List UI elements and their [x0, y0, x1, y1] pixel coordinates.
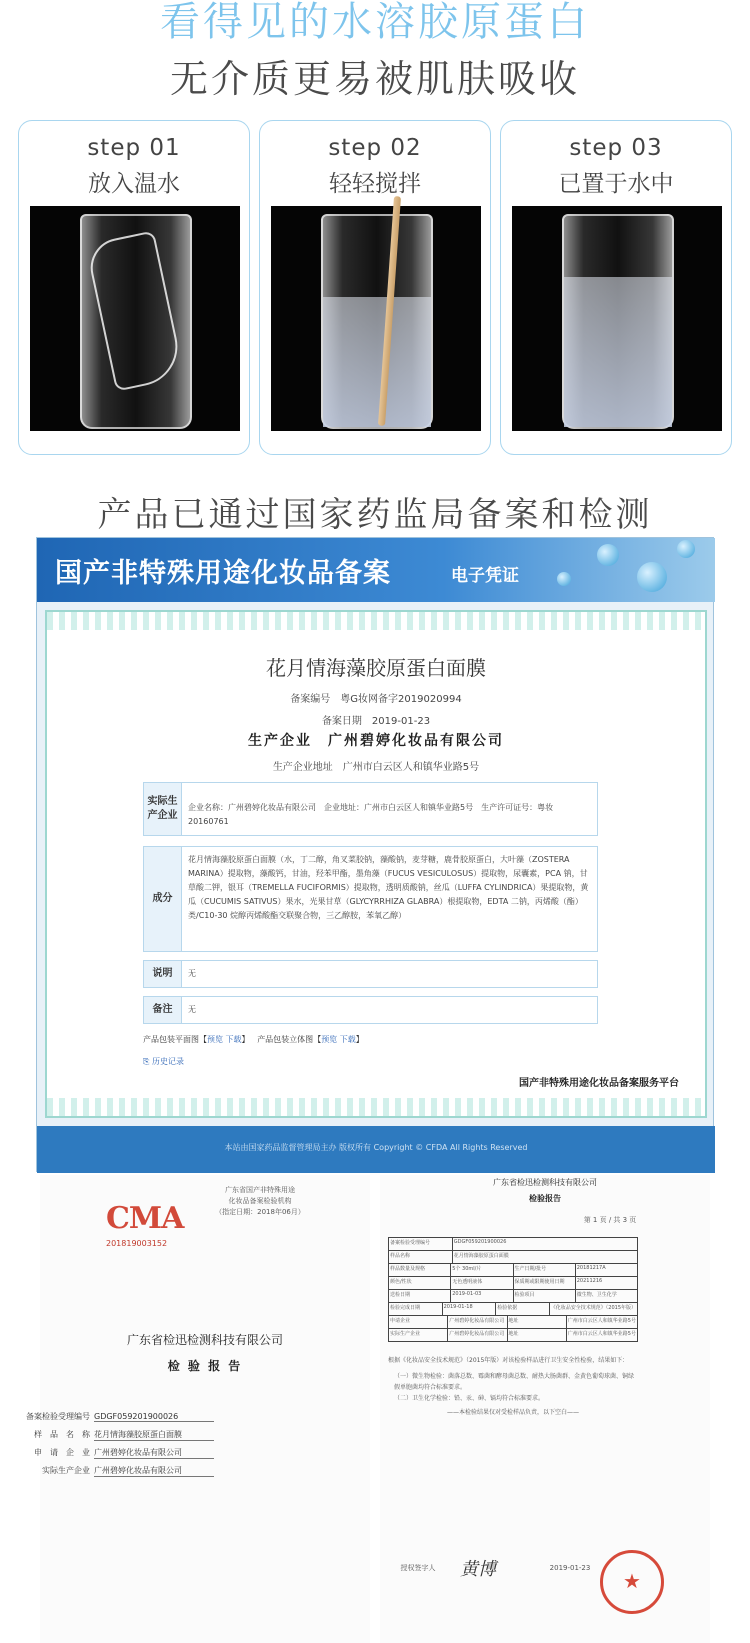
test-report-detail — [380, 1175, 710, 1643]
result-chemistry: （二）卫生化学检验：铅、汞、砷、镉均符合标准要求。 — [394, 1395, 545, 1402]
certificate-header-subtitle: 电子凭证 — [451, 566, 519, 586]
report-title: 检验报告 — [529, 1193, 561, 1203]
row-value: 企业名称：广州碧婷化妆品有限公司 企业地址：广州市白云区人和镇华业路5号 生产许可证号：粤妆20160761 — [188, 803, 554, 826]
row-value: 无 — [188, 1005, 196, 1014]
row-value: 花月情海藻胶原蛋白面膜（水，丁二醇，角叉菜胶钠，藻酸钠，麦芽糖，鹿骨胶原蛋白，大叶藻（ZOSTERA MARINA）提取物，藻酸钙，甘油，羟苯甲酯，墨角藻（FUCUS VESICULOSUS）提取物，尿囊素，PCA 钠，甘草酸二钾，银耳（TREMELLA FUCIFORMIS）提取物，透明质酸钠，丝瓜（LUFFA CYLINDRICA）果提取物，黄瓜（CUCUMIS SATIVUS）果水，光果甘草（GLYCYRRHIZA GLABRA）根提取物，EDTA 二钠，丙烯酸（酯）类/C10-30 烷醇丙烯酸酯交联聚合物，三乙醇胺，苯氧乙醇） — [188, 855, 589, 920]
product-name: 花月情海藻胶原蛋白面膜 — [266, 656, 486, 680]
cma-logo: CMA — [106, 1201, 184, 1236]
designated-note: 广东省国产非特殊用途 化妆品备案检验机构 （指定日期：2018年06月） — [215, 1186, 305, 1216]
report-title: 检 验 报 告 — [167, 1359, 243, 1373]
history-link[interactable]: ⎘ 历史记录 — [143, 1057, 184, 1066]
filing-certificate — [36, 537, 714, 1172]
field-sample-name: 样 品 名 称 花月情海藻胶原蛋白面膜 — [10, 1429, 214, 1441]
field-acceptance-no: 备案检验受理编号 GDGF059201900026 — [10, 1411, 214, 1422]
signer-label: 授权签字人 — [400, 1564, 436, 1572]
history-label: 历史记录 — [151, 1057, 184, 1066]
step-card-2 — [259, 120, 491, 455]
row-remark — [143, 996, 598, 1024]
field-actual-producer: 实际生产企业 广州碧婷化妆品有限公司 — [10, 1465, 214, 1477]
report-info-table: 备案检验受理编号 GDGF059201900026 样品名称 花月情海藻胶原蛋白面膜 样品数量及规格 5个 30ml/片 生产日期/批号 20181217A 颜色/性状 无色透明液体 保质期或限期使用日期 20211216 送检日期 2019-01-03 检验项目 微生物、卫生化学 检验完成日期 2019-01-18 检验依据 《化妆品安全技术规范》（2015年版） 申请企业 广州碧婷化妆品有限公司 地址 广州市白云区人和镇华业路5号 实际生产企业 广州碧婷化妆品有限公司 地址 广州市白云区人和镇华业路5号 — [388, 1237, 638, 1342]
result-microbe: （一）微生物检验：菌落总数、霉菌和酵母菌总数、耐热大肠菌群、金黄色葡萄球菌、铜绿假单胞菌均符合标准要求。 — [394, 1373, 635, 1391]
package-3d-label: 产品包装立体图 — [257, 1035, 314, 1044]
flat-preview-link[interactable]: 预览 — [207, 1035, 223, 1044]
3d-preview-link[interactable]: 预览 — [321, 1035, 338, 1044]
report-company: 广东省检迅检测科技有限公司 — [493, 1178, 597, 1187]
certificate-footer — [37, 1126, 715, 1173]
conclusion: 根据《化妆品安全技术规范》（2015年版）对该检验样品进行卫生安全性检验，结果如下： — [388, 1357, 629, 1364]
cma-number: 201819003152 — [106, 1239, 168, 1248]
step-photo-stirring — [271, 206, 481, 431]
hero-subtitle: 无介质更易被肌肤吸收 — [169, 57, 580, 101]
test-report-cover — [26, 1175, 370, 1643]
field-applicant: 申 请 企 业 广州碧婷化妆品有限公司 — [10, 1447, 214, 1459]
package-images-row: 产品包装平面图【预览 下载】 产品包装立体图【预览 下载】 — [143, 1035, 364, 1044]
row-description — [143, 960, 598, 988]
end-note: ——本检验结果仅对受检样品负责，以下空白—— — [446, 1409, 579, 1416]
step-card-3 — [500, 120, 732, 455]
3d-download-link[interactable]: 下载 — [339, 1035, 356, 1044]
step-number: step 01 — [87, 135, 181, 161]
copyright-text: 本站由国家药品监督管理局主办 版权所有 Copyright © CFDA All Rights Reserved — [224, 1143, 528, 1152]
hero-title: 看得见的水溶胶原蛋白 — [160, 0, 590, 45]
producer: 生产企业 广州碧婷化妆品有限公司 — [248, 733, 504, 749]
signature: 黄博 — [460, 1559, 496, 1580]
step-card-1 — [18, 120, 250, 455]
row-value: 无 — [188, 969, 196, 978]
row-label: 备注 — [144, 997, 182, 1023]
certificate-header — [37, 538, 715, 602]
step-title: 已置于水中 — [558, 171, 674, 197]
record-date: 备案日期 2019-01-23 — [321, 716, 431, 727]
step-photo-dissolved — [512, 206, 722, 431]
step-title: 放入温水 — [88, 171, 180, 197]
package-flat-label: 产品包装平面图 — [143, 1035, 199, 1044]
step-number: step 02 — [328, 135, 422, 161]
producer-address: 生产企业地址 广州市白云区人和镇华业路5号 — [272, 762, 480, 773]
row-actual-producer — [143, 782, 598, 836]
official-stamp-icon — [600, 1550, 664, 1614]
report-date: 2019-01-23 — [549, 1564, 591, 1572]
certificate-body — [45, 610, 707, 1118]
step-title: 轻轻搅拌 — [329, 171, 421, 197]
flat-download-link[interactable]: 下载 — [225, 1035, 242, 1044]
row-label: 成分 — [144, 847, 182, 951]
row-label: 说明 — [144, 961, 182, 987]
step-number: step 03 — [569, 135, 663, 161]
row-ingredients — [143, 846, 598, 952]
section-title: 产品已通过国家药监局备案和检测 — [97, 495, 653, 535]
row-label: 实际生产企业 — [144, 783, 182, 835]
step-photo-glass-film — [30, 206, 240, 431]
certificate-header-title: 国产非特殊用途化妆品备案 — [55, 558, 391, 589]
record-number: 备案编号 粤G妆网备字2019020994 — [290, 694, 462, 705]
report-company: 广东省检迅检测科技有限公司 — [126, 1333, 283, 1347]
platform-name: 国产非特殊用途化妆品备案服务平台 — [519, 1078, 679, 1089]
page-indicator: 第 1 页 / 共 3 页 — [583, 1216, 637, 1224]
